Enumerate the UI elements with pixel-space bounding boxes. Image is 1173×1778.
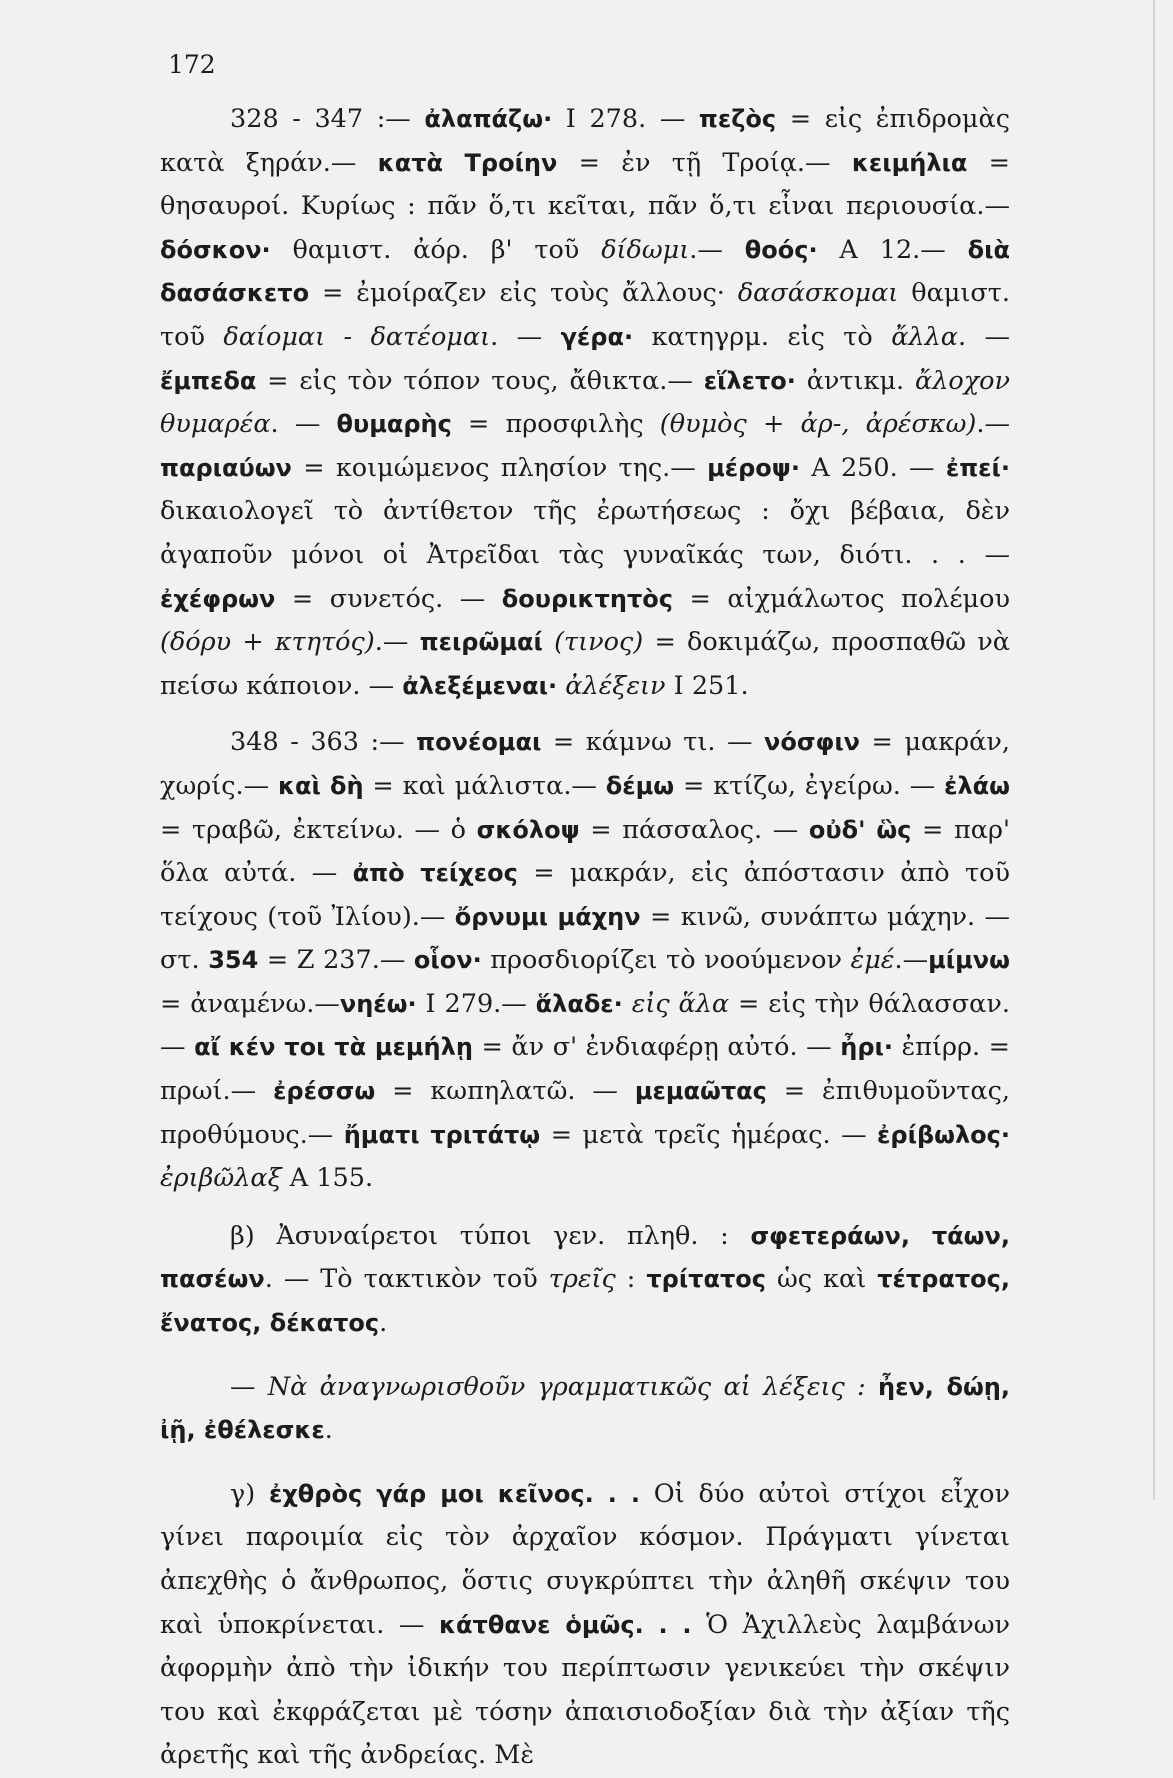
commentary-body (160, 98, 1010, 1778)
note-gamma-interpretation: γ) ἐχθρὸς γάρ μοι κεῖνος. . . Οἱ δύο αὐτοὶ στίχοι εἶχον γίνει παροιμία εἰς τὸν ἀρχαῖον κόσμον. Πράγματι γίνεται ἀπεχθὴς ὁ ἄνθρωπος, ὅστις συγκρύπτει τὴν ἀληθῆ σκέψιν του καὶ ὑποκρίνεται. — κάτθανε ὁμῶς. . . Ὁ Ἀχιλλεὺς λαμβάνων ἀφορμὴν ἀπὸ τὴν ἰδικήν του περίπτωσιν γενικεύει τὴν σκέψιν του καὶ ἐκφράζεται μὲ τόσην ἀπαισιοδοξίαν διὰ τὴν ἀξίαν τῆς ἀρετῆς καὶ τῆς ἀνδρείας. Μὲ (160, 1478, 1010, 1771)
exercise-identify-words: — Νὰ ἀναγνωρισθοῦν γραμματικῶς αἱ λέξεις : ἦεν, δώῃ, ἰῇ, ἐθέλεσκε. (160, 1371, 1011, 1446)
note-beta-grammar: β) Ἀσυναίρετοι τύποι γεν. πληθ. : σφετεράων, τάων, πασέων. — Τὸ τακτικὸν τοῦ τρεῖς : τρίτατος ὡς καὶ τέτρατος, ἔνατος, δέκατος. (160, 1220, 1010, 1339)
commentary-verses-328-347: 328 - 347 :— ἀλαπάζω· Ι 278. — πεζὸς = εἰς ἐπιδρομὰς κατὰ ξηράν.— κατὰ Τροίην = ἐν τῇ Τροίᾳ.— κειμήλια = θησαυροί. Κυρίως : πᾶν ὅ,τι κεῖται, πᾶν ὅ,τι εἶναι περιουσία.— δόσκον· θαμιστ. ἀόρ. β' τοῦ δίδωμι.— θοός· Α 12.— διὰ δασάσκετο = ἐμοίραζεν εἰς τοὺς ἄλλους· δασάσκομαι θαμιστ. τοῦ δαίομαι - δατέομαι. — γέρα· κατηγρμ. εἰς τὸ ἄλλα. — ἔμπεδα = εἰς τὸν τόπον τους, ἄθικτα.— εἵλετο· ἀντικμ. ἄλοχον θυμαρέα. — θυμαρὴς = προσφιλὴς (θυμὸς + ἀρ-, ἀρέσκω).— παριαύων = κοιμώμενος πλησίον της.— μέροψ· Α 250. — ἐπεί· δικαιολογεῖ τὸ ἀντίθετον τῆς ἐρωτήσεως : ὄχι βέβαια, δὲν ἀγαποῦν μόνοι οἱ Ἀτρεῖδαι τὰς γυναῖκάς των, διότι. . . — ἐχέφρων = συνετός. — δουρικτητὸς = αἰχμάλωτος πολέμου (δόρυ + κτητός).— πειρῶμαί (τινος) = δοκιμάζω, προσπαθῶ νὰ πείσω κάποιον. — ἀλεξέμεναι· ἀλέξειν Ι 251. (160, 104, 1011, 701)
commentary-verses-348-363: 348 - 363 :— πονέομαι = κάμνω τι. — νόσφιν = μακράν, χωρίς.— καὶ δὴ = καὶ μάλιστα.— δέμω = κτίζω, ἐγείρω. — ἐλάω = τραβῶ, ἐκτείνω. — ὁ σκόλοψ = πάσσαλος. — οὐδ' ὣς = παρ' ὅλα αὐτά. — ἀπὸ τείχεος = μακράν, εἰς ἀπόστασιν ἀπὸ τοῦ τείχους (τοῦ Ἰλίου).— ὄρνυμι μάχην = κινῶ, συνάπτω μάχην. — στ. 354 = Ζ 237.— οἷον· προσδιορίζει τὸ νοούμενον ἐμέ.—μίμνω = ἀναμένω.—νηέω· Ι 279.— ἅλαδε· εἰς ἅλα = εἰς τὴν θάλασσαν. — αἴ κέν τοι τὰ μεμήλῃ = ἄν σ' ἐνδιαφέρῃ αὐτό. — ἦρι· ἐπίρρ. = πρωί.— ἐρέσσω = κωπηλατῶ. — μεμαῶτας = ἐπιθυμοῦντας, προθύμους.— ἤματι τριτάτῳ = μετὰ τρεῖς ἡμέρας. — ἐρίβωλος· ἐριβῶλαξ Α 155. (160, 727, 1011, 1194)
page-number: 172 (168, 50, 216, 79)
page-edge (1153, 0, 1155, 1500)
